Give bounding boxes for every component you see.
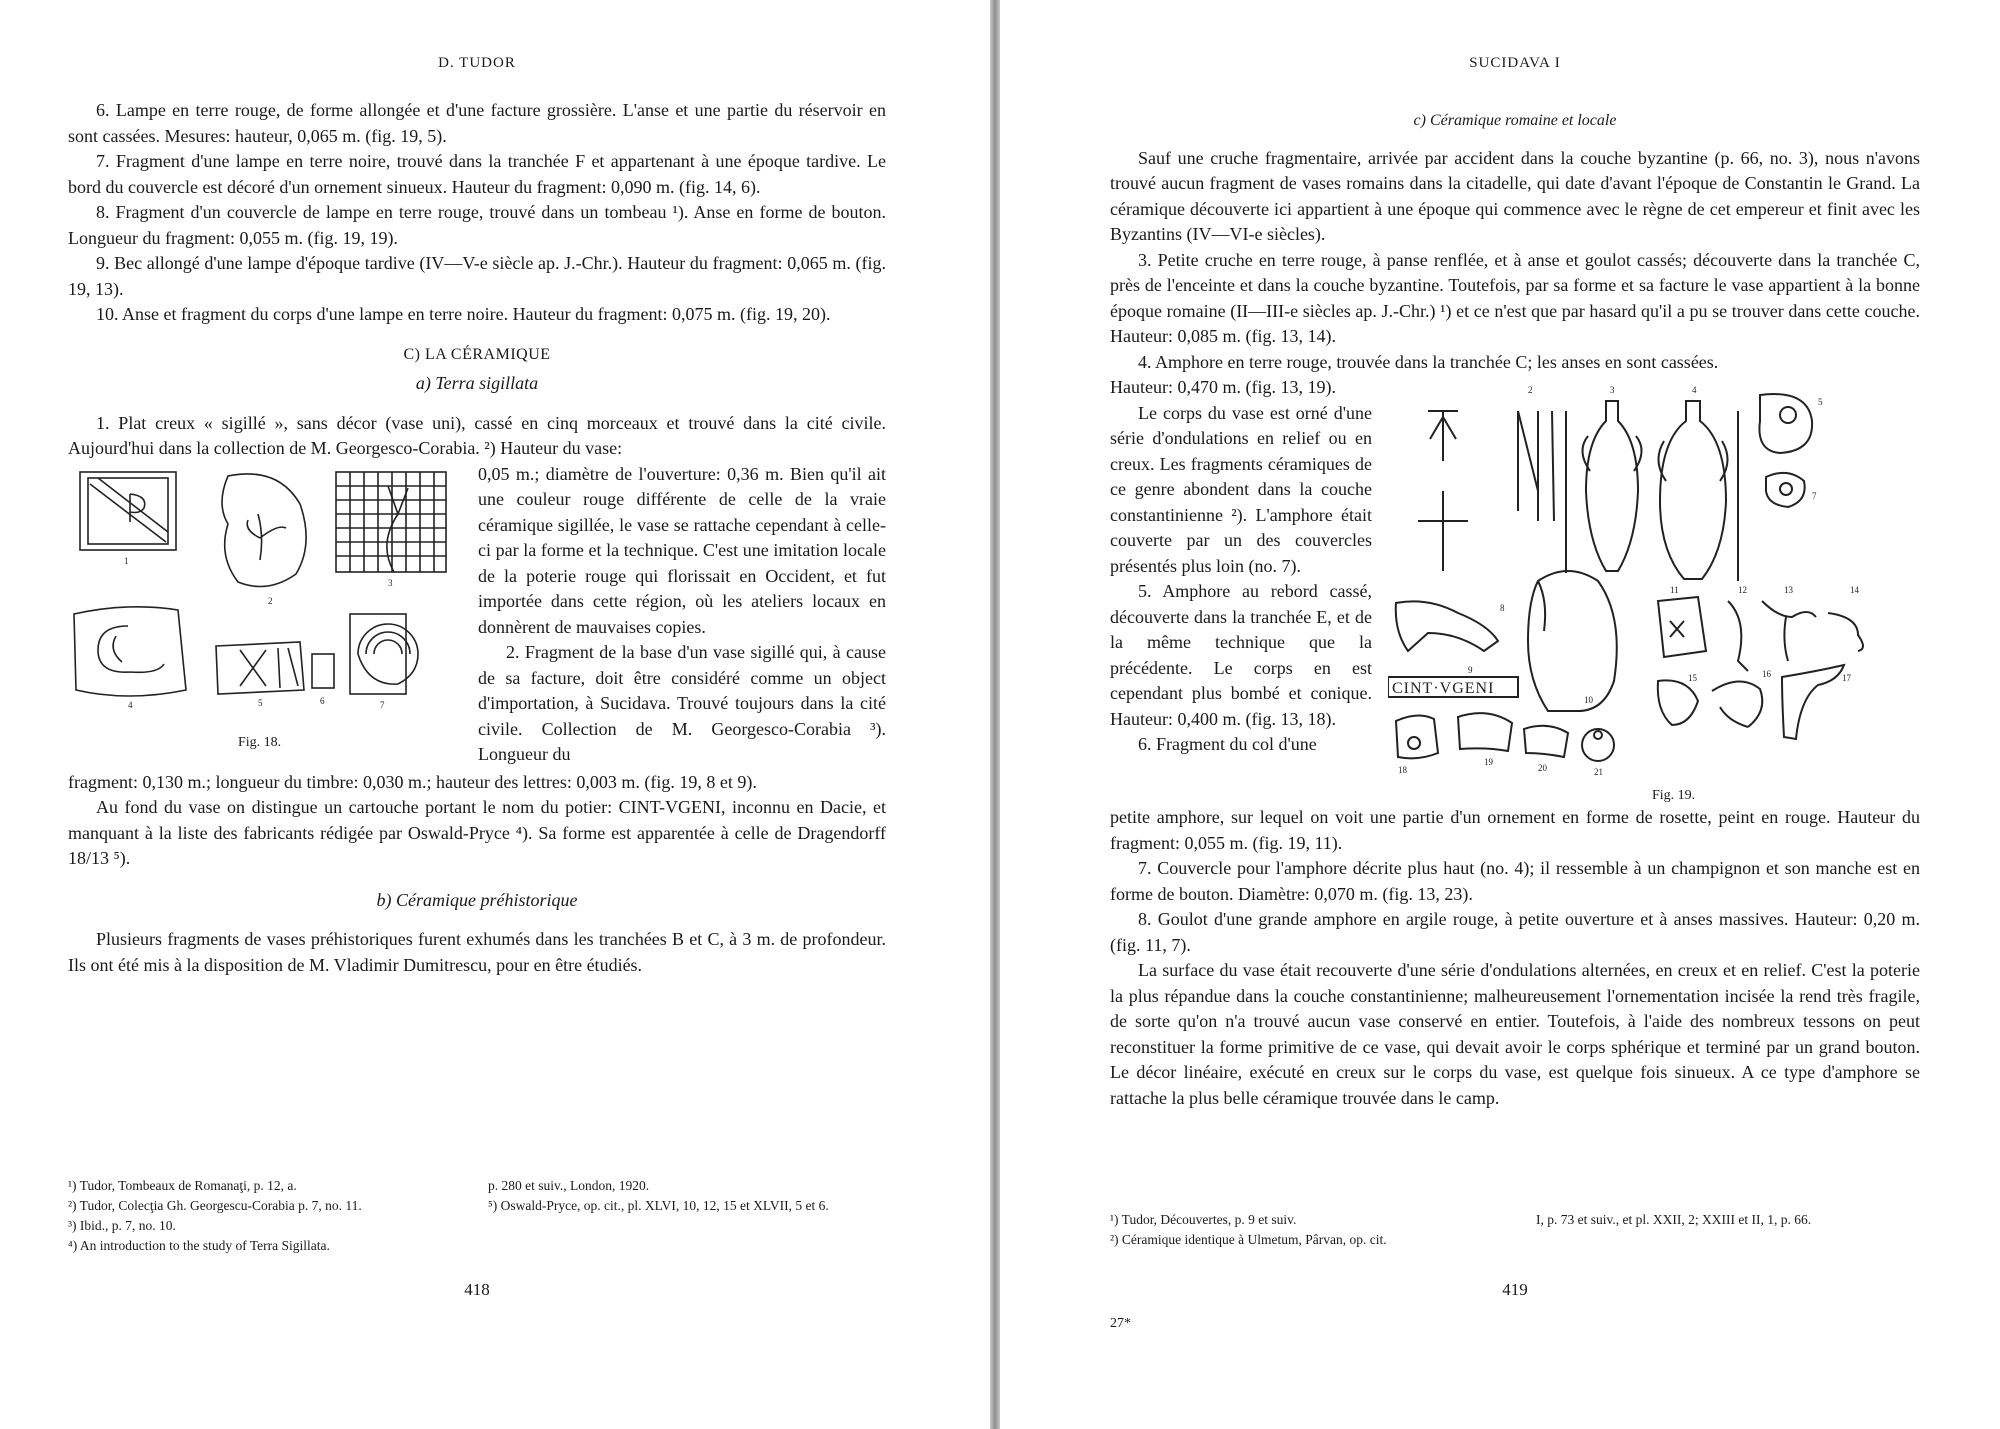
figure-label: 3 [388,577,393,588]
figure-label: 18 [1398,765,1407,775]
running-head-right: SUCIDAVA I [1469,55,1561,71]
figure-label: 14 [1850,585,1859,595]
paragraph: 7. Couvercle pour l'amphore décrite plus haut (no. 4); il ressemble à un champignon et son manche est en forme de bouton. Diamètre: 0,070 m. (fig. 13, 23). [1110,858,1920,904]
figure-label: 5 [1818,397,1823,407]
footnote: ¹) Tudor, Découvertes, p. 9 et suiv. [1110,1212,1297,1227]
paragraph: petite amphore, sur lequel on voit une partie d'un ornement en forme de rosette, peint en rouge. Hauteur du fragment: 0,055 m. (fig. 19, 11). [1110,807,1920,853]
footnote: ²) Céramique identique à Ulmetum, Pârvan, op. cit. [1110,1232,1387,1247]
figure-label: 15 [1688,673,1697,683]
page-number: 419 [1502,1280,1528,1299]
figure-label: 8 [1500,603,1505,613]
footnote: ⁵) Oswald-Pryce, op. cit., pl. XLVI, 10, 12, 15 et XLVII, 5 et 6. [488,1198,829,1213]
footnote-column [1110,1210,1490,1250]
footnote: p. 280 et suiv., London, 1920. [488,1178,650,1193]
paragraph: Au fond du vase on distingue un cartouche portant le nom du potier: CINT-VGENI, inconnu en Dacie, et manquant à la liste des fabricants rédigée par Oswald-Pryce ⁴). Sa forme est apparentée à celle de Dragendorff 18/13 ⁵). [68,797,886,868]
footnote: ¹) Tudor, Tombeaux de Romanaţi, p. 12, a. [68,1178,297,1193]
figure-19 [1388,381,1920,801]
paragraph: 1. Plat creux « sigillé », sans décor (vase uni), cassé en cinq morceaux et trouvé dans la cité civile. Aujourd'hui dans la collection de M. Georgesco-Corabia. ²) Hauteur du vase: [68,412,886,458]
page-number: 418 [464,1280,490,1299]
figure-label: 17 [1842,673,1851,683]
figure-label: 19 [1484,757,1493,767]
section-heading: C) LA CÉRAMIQUE [403,345,551,363]
paragraph: 5. Amphore au rebord cassé, découverte dans la tranchée E, et de la même technique que la précédente. Le corps en est cependant plus bombé et conique. Hauteur: 0,400 m. (fig. 13, 18). [1110,581,1372,729]
left-page [0,0,990,1429]
printer-signature: 27* [1110,1316,1131,1331]
figure-label: 9 [1468,665,1473,675]
book-gutter [990,0,1000,1429]
figure-label: 6 [320,695,325,706]
stamp-inscription: CINT·VGENI [1392,680,1495,697]
paragraph: 3. Petite cruche en terre rouge, à panse renflée, et à anse et goulot cassés; découverte dans la tranchée C, près de l'enceinte et dans la couche byzantine. Toutefois, par sa forme et sa facture le vase appartient à la bonne époque romaine (II—III-e siècles ap. J.-Chr.) ¹) et ce n'est que par hasard qu'il a pu se trouver dans cette couche. Hauteur: 0,085 m. (fig. 13, 14). [1110,249,1920,346]
footnote: I, p. 73 et suiv., et pl. XXII, 2; XXIII et II, 1, p. 66. [1536,1212,1812,1227]
paragraph: Sauf une cruche fragmentaire, arrivée par accident dans la couche byzantine (p. 66, no. 3), nous n'avons trouvé aucun fragment de vases romains dans la citadelle, qui date d'avant l'époque de Constantin le Grand. La céramique découverte ici appartient à une époque qui commence avec le règne de cet empereur et finit avec les Byzantins (IV—VI-e siècles). [1110,147,1920,244]
paragraph: Hauteur: 0,470 m. (fig. 13, 19). [1110,377,1336,397]
text-and-figure-block [1110,375,1920,805]
footnote-column [1536,1210,1920,1230]
paragraph: 10. Anse et fragment du corps d'une lampe en terre noire. Hauteur du fragment: 0,075 m. (fig. 19, 20). [96,304,831,324]
subsection-heading: a) Terra sigillata [415,373,539,393]
right-body [1110,108,1920,1111]
figure-18 [68,464,478,764]
left-body [68,98,886,978]
footnote: ⁴) An introduction to the study of Terra Sigillata. [68,1238,330,1253]
paragraph: 8. Fragment d'un couvercle de lampe en terre rouge, trouvé dans un tombeau ¹). Anse en forme de bouton. Longueur du fragment: 0,055 m. (fig. 19, 19). [68,202,886,248]
figure-18-drawing [68,464,468,724]
footnote: ³) Ibid., p. 7, no. 10. [68,1218,176,1233]
figure-label: 2 [268,595,273,606]
figure-label: 3 [1610,385,1615,395]
figure-label: 4 [1692,385,1697,395]
figure-label: 4 [128,699,133,710]
paragraph: 4. Amphore en terre rouge, trouvée dans la tranchée C; les anses en sont cassées. [1138,351,1719,372]
subsection-heading: c) Céramique romaine et locale [1413,112,1617,129]
paragraph: Plusieurs fragments de vases préhistoriques furent exhumés dans les tranchées B et C, à 3 m. de profondeur. Ils ont été mis à la disposition de M. Vladimir Dumitrescu, pour en être étudiés. [68,929,886,975]
figure-label: 10 [1584,695,1593,705]
footnote-column [68,1176,468,1256]
figure-label: 5 [258,697,263,708]
figure-label: 7 [380,699,385,710]
paragraph: 9. Bec allongé d'une lampe d'époque tardive (IV—V-e siècle ap. J.-Chr.). Hauteur du fragment: 0,065 m. (fig. 19, 13). [68,253,886,299]
paragraph: fragment: 0,130 m.; longueur du timbre: 0,030 m.; hauteur des lettres: 0,003 m. (fig. 19, 8 et 9). [68,771,757,792]
figure-label: 1 [124,555,129,566]
figure-label: 20 [1538,763,1547,773]
paragraph: La surface du vase était recouverte d'une série d'ondulations alternées, en creux et en relief. C'est la poterie la plus répandue dans la couche constantinienne; malheureusement l'ornementation incisée la rend très fragile, de sorte qu'on n'a trouvé aucun vase conservé en entier. Toutefois, à l'aide des nombreux tessons on peut reconstituer la forme primitive de ce vase, qui devait avoir le corps sphérique et terminé par un grand bouton. Le décor linéaire, exécuté en creux sur le corps du vase, est quelque fois sinueux. A ce type d'amphore se rattache la plus belle céramique trouvée dans le camp. [1110,960,1920,1108]
figure-label: 11 [1670,585,1679,595]
footnote-column [488,1176,886,1216]
figure-label: 21 [1594,767,1603,777]
figure-label: 7 [1812,491,1817,501]
figure-label: 16 [1762,669,1771,679]
figure-19-drawing [1388,381,1920,781]
figure-caption: Fig. 18. [238,734,282,750]
paragraph: 8. Goulot d'une grande amphore en argile rouge, à petite ouverture et à anses massives. Hauteur: 0,20 m. (fig. 11, 7). [1110,909,1920,955]
figure-label: 13 [1784,585,1793,595]
figure-caption: Fig. 19. [1652,788,1696,803]
figure-label: 12 [1738,585,1747,595]
paragraph: 7. Fragment d'une lampe en terre noire, trouvé dans la tranchée F et appartenant à une époque tardive. Le bord du couvercle est décoré d'un ornement sinueux. Hauteur du fragment: 0,090 m. (fig. 14, 6). [68,151,886,197]
paragraph: 6. Fragment du col d'une [1138,734,1317,754]
paragraph: 0,05 m.; diamètre de l'ouverture: 0,36 m. Bien qu'il ait une couleur rouge différente de celle de la vraie céramique sigillée, le vase se rattache cependant à celle-ci par la forme et la technique. C'est une imitation locale de la poterie rouge qui florissait en Occident, et fut importée dans cette région, où les ateliers locaux en donnèrent de mauvaises copies. [478,463,886,637]
footnote: ²) Tudor, Colecţia Gh. Georgescu-Corabia p. 7, no. 11. [68,1198,362,1213]
running-head-left: D. TUDOR [438,55,516,71]
paragraph: Le corps du vase est orné d'une série d'ondulations en relief ou en creux. Les fragments céramiques de ce genre abondent dans la couche constantinienne ²). L'amphore était couverte par un des couvercles présentés plus loin (no. 7). [1110,402,1372,576]
figure-label: 2 [1528,385,1533,395]
right-page [1000,0,2000,1429]
paragraph: 2. Fragment de la base d'un vase sigillé qui, à cause de sa facture, doit être considéré comme un object d'importation, à Sucidava. Trouvé toujours dans la cité civile. Collection de M. Georgesco-Corabia ³). Longueur du [478,642,886,764]
subsection-heading: b) Céramique préhistorique [376,889,578,910]
text-column [1110,375,1372,758]
paragraph: 6. Lampe en terre rouge, de forme allongée et d'une facture grossière. L'anse et une partie du réservoir en sont cassées. Mesures: hauteur, 0,065 m. (fig. 19, 5). [68,100,886,146]
